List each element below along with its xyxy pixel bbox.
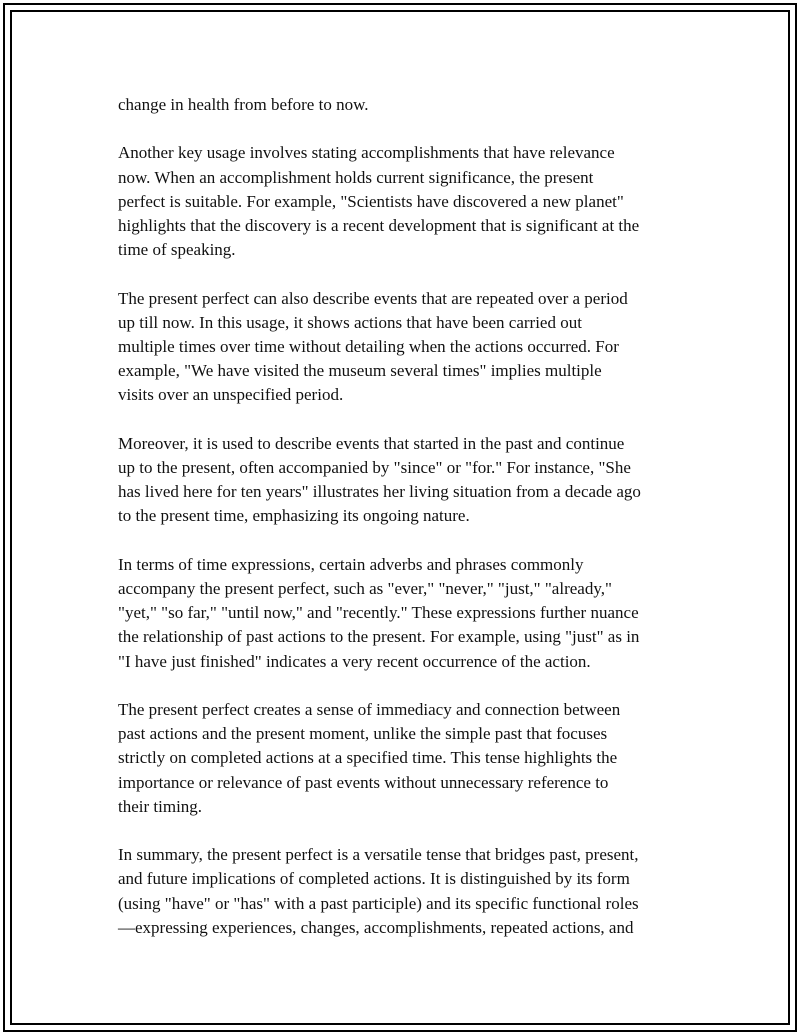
text-line: highlights that the discovery is a recent development that is significant at the [118,216,640,235]
text-line: importance or relevance of past events without unnecessary reference to [118,772,609,792]
text-line: multiple times over time without detailing when the actions occurred. For [118,337,619,356]
paragraph [118,93,693,117]
paragraph [118,843,693,940]
text-line: example, "We have visited the museum several times" implies multiple [118,361,602,381]
text-line: strictly on completed actions at a specified time. This tense highlights the [118,748,618,768]
text-line: now. When an accomplishment holds current significance, the present [118,167,594,187]
text-line: In terms of time expressions, certain adverbs and phrases commonly [118,554,584,574]
text-line: time of speaking. [118,240,236,260]
text-line: —expressing experiences, changes, accomplishments, repeated actions, and [118,917,634,937]
text-line: perfect is suitable. For example, "Scientists have discovered a new planet" [118,191,624,211]
text-line: up till now. In this usage, it shows actions that have been carried out [118,312,582,332]
text-line: The present perfect can also describe events that are repeated over a period [118,288,628,308]
text-line: Moreover, it is used to describe events that started in the past and continue [118,433,625,453]
text-line: (using "have" or "has" with a past participle) and its specific functional roles [118,893,639,913]
text-line: change in health from before to now. [118,95,369,114]
text-line: to the present time, emphasizing its ongoing nature. [118,506,470,526]
text-line: "I have just finished" indicates a very recent occurrence of the action. [118,651,591,671]
paragraph [118,553,693,674]
text-line: the relationship of past actions to the present. For example, using "just" as in [118,627,640,647]
text-line: visits over an unspecified period. [118,385,344,405]
text-line: In summary, the present perfect is a versatile tense that bridges past, present, [118,845,639,865]
text-line: accompany the present perfect, such as "ever," "never," "just," "already," [118,579,612,598]
text-line: The present perfect creates a sense of immediacy and connection between [118,700,621,719]
text-line: up to the present, often accompanied by "since" or "for." For instance, "She [118,458,631,477]
text-line: "yet," "so far," "until now," and "recently." These expressions further nuance [118,603,639,623]
text-line: has lived here for ten years" illustrates her living situation from a decade ago [118,482,641,502]
paragraph [118,432,693,529]
paragraph [118,287,693,408]
text-line: past actions and the present moment, unlike the simple past that focuses [118,724,608,744]
paragraph [118,698,693,819]
document-body [118,93,693,964]
text-line: their timing. [118,796,203,816]
paragraph [118,141,693,262]
text-line: and future implications of completed actions. It is distinguished by its form [118,869,630,889]
text-line: Another key usage involves stating accomplishments that have relevance [118,143,615,163]
